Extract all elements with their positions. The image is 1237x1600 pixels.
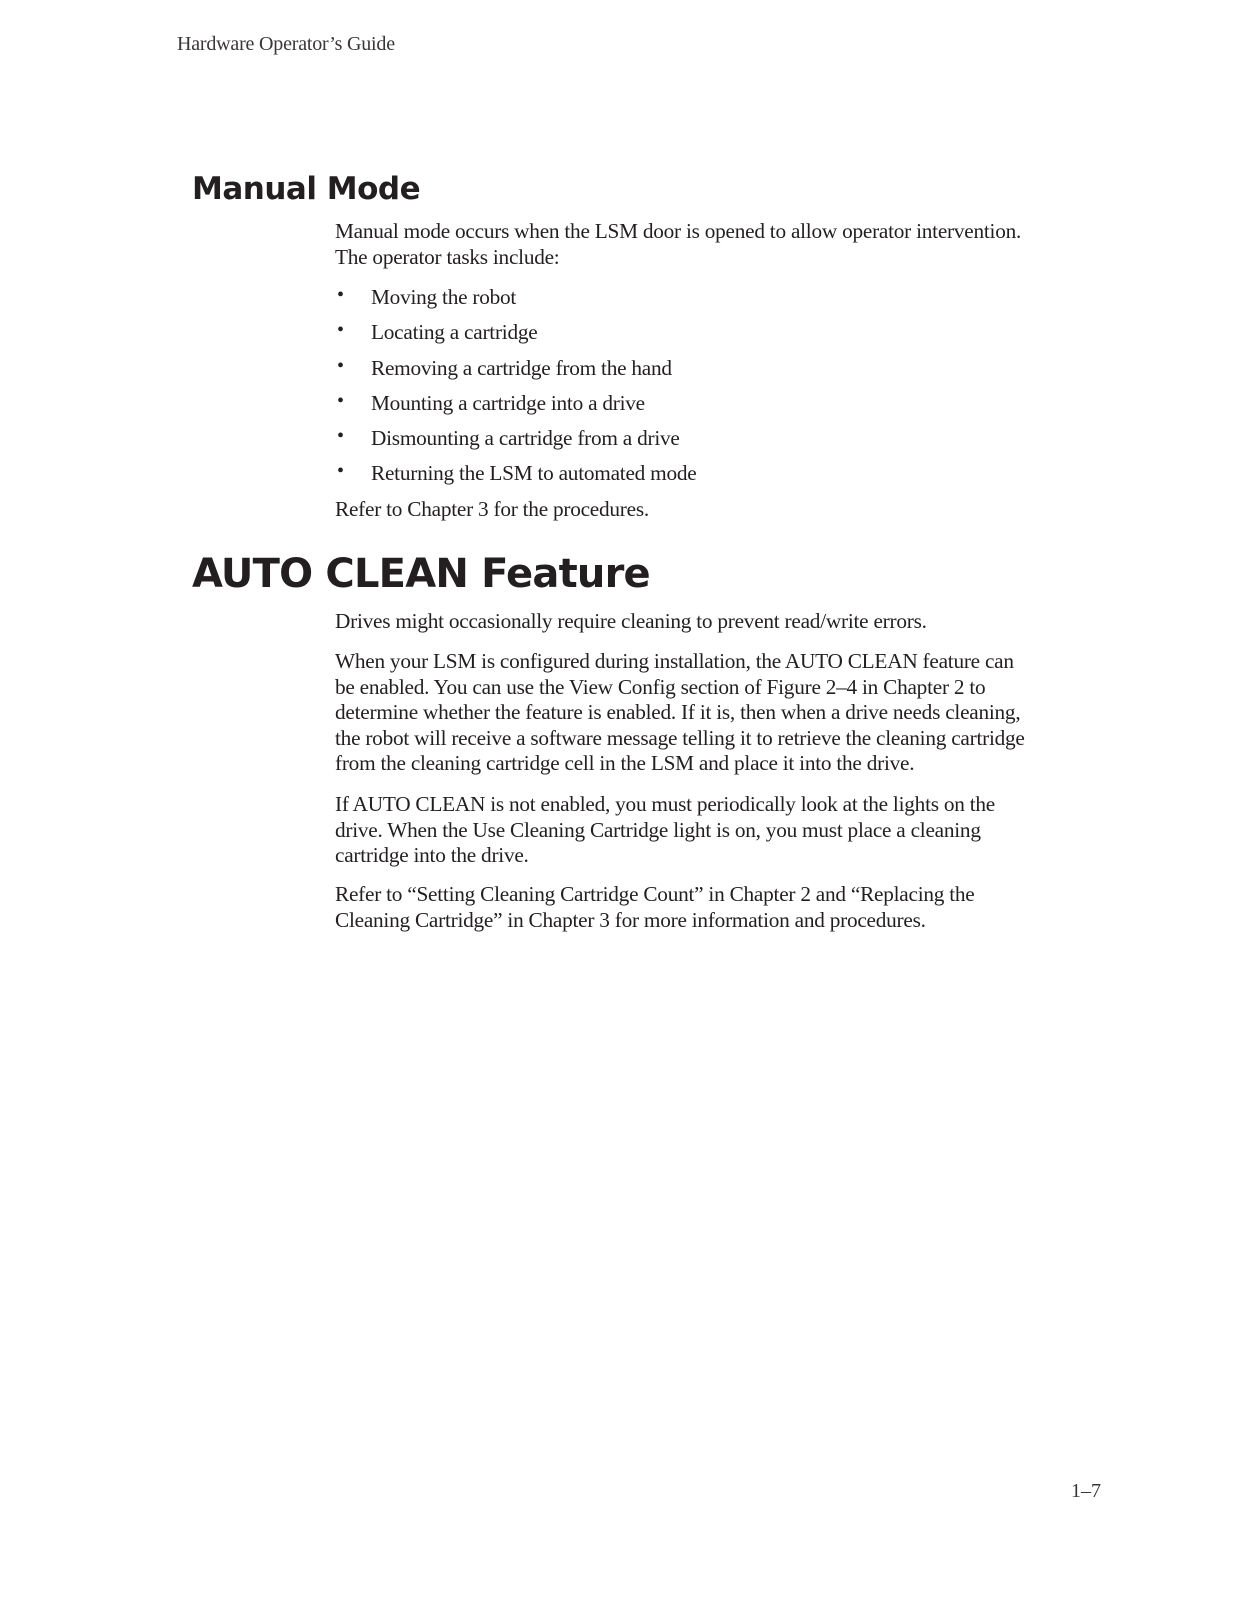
- list-item-text: Locating a cartridge: [371, 320, 538, 345]
- manual-mode-refer: [335, 497, 1075, 523]
- bullet-icon: •: [337, 460, 344, 483]
- operator-task-list: [335, 282, 696, 494]
- manual-mode-intro-line: Manual mode occurs when the LSM door is opened to allow operator intervention.: [335, 219, 1022, 243]
- paragraph-line: Cleaning Cartridge” in Chapter 3 for more information and procedures.: [335, 907, 926, 932]
- paragraph-line: from the cleaning cartridge cell in the LSM and place it into the drive.: [335, 751, 915, 775]
- paragraph-line: be enabled. You can use the View Config section of Figure 2–4 in Chapter 2 to: [335, 674, 986, 699]
- auto-clean-paragraph-2: [335, 649, 1075, 777]
- manual-mode-intro-line: The operator tasks include:: [335, 244, 560, 269]
- auto-clean-heading: AUTO CLEAN Feature: [192, 551, 650, 597]
- list-item-text: Returning the LSM to automated mode: [371, 461, 697, 486]
- manual-mode-heading: Manual Mode: [192, 171, 421, 207]
- list-item-text: Dismounting a cartridge from a drive: [371, 426, 680, 451]
- bullet-icon: •: [337, 354, 344, 377]
- paragraph-line: Refer to “Setting Cleaning Cartridge Count” in Chapter 2 and “Replacing the: [335, 882, 975, 906]
- list-item: [335, 458, 696, 493]
- paragraph-line: determine whether the feature is enabled. If it is, then when a drive needs cleaning,: [335, 700, 1021, 724]
- bullet-icon: •: [337, 389, 344, 412]
- paragraph-line: cartridge into the drive.: [335, 843, 529, 867]
- paragraph-line: When your LSM is configured during installation, the AUTO CLEAN feature can: [335, 649, 1014, 673]
- bullet-icon: •: [337, 319, 344, 342]
- list-item-text: Removing a cartridge from the hand: [371, 355, 672, 380]
- list-item-text: Mounting a cartridge into a drive: [371, 390, 645, 415]
- auto-clean-paragraph-3: [335, 792, 1075, 869]
- paragraph-line: the robot will receive a software message telling it to retrieve the cleaning cartridge: [335, 725, 1025, 750]
- running-header: Hardware Operator’s Guide: [177, 33, 395, 55]
- auto-clean-paragraph-1: [335, 609, 1075, 635]
- manual-mode-intro: [335, 219, 1075, 270]
- paragraph-line: drive. When the Use Cleaning Cartridge light is on, you must place a cleaning: [335, 817, 981, 842]
- paragraph-line: Drives might occasionally require cleaning to prevent read/write errors.: [335, 609, 927, 633]
- auto-clean-paragraph-4: [335, 882, 1075, 933]
- bullet-icon: •: [337, 284, 344, 306]
- list-item-text: Moving the robot: [371, 285, 517, 309]
- page-number: 1–7: [1071, 1480, 1101, 1502]
- bullet-icon: •: [337, 425, 344, 448]
- list-item: [335, 353, 696, 388]
- list-item: [335, 282, 696, 317]
- paragraph-line: If AUTO CLEAN is not enabled, you must periodically look at the lights on the: [335, 792, 995, 816]
- paragraph-line: Refer to Chapter 3 for the procedures.: [335, 497, 649, 521]
- list-item: [335, 423, 696, 458]
- list-item: [335, 317, 696, 352]
- list-item: [335, 388, 696, 423]
